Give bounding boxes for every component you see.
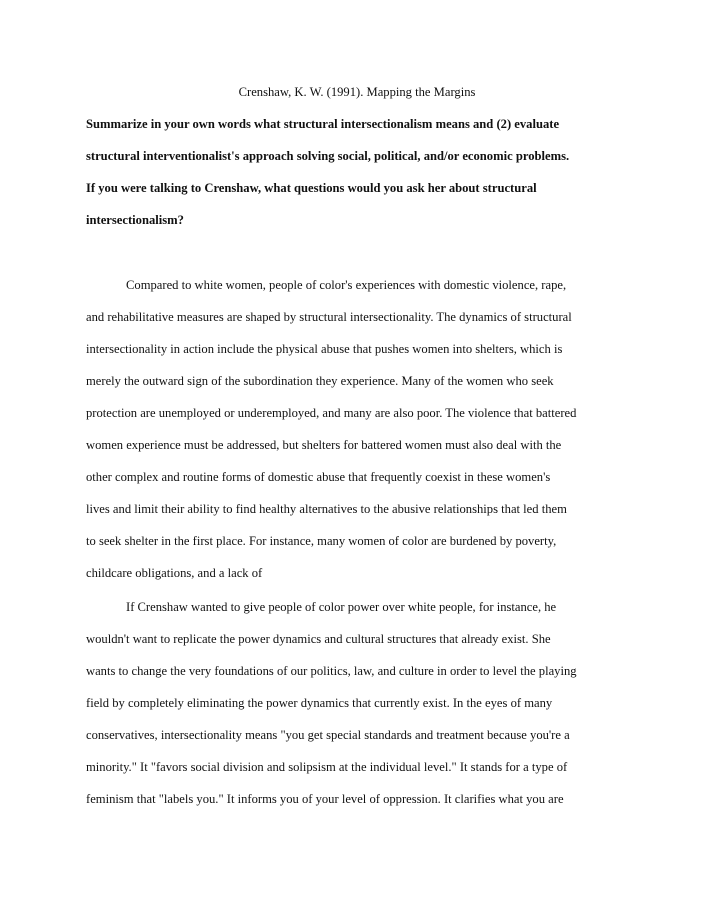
paragraph-line: Compared to white women, people of color's experiences with domestic violence, rape, bbox=[126, 278, 567, 292]
paragraph-line: to seek shelter in the first place. For instance, many women of color are burdened by poverty, bbox=[86, 534, 557, 548]
paragraph-line: feminism that "labels you." It informs you of your level of oppression. It clarifies what you are bbox=[86, 792, 564, 806]
paragraph-line: other complex and routine forms of domestic abuse that frequently coexist in these women's bbox=[86, 470, 551, 484]
paragraph-line: women experience must be addressed, but shelters for battered women must also deal with the bbox=[86, 438, 562, 452]
paragraph-line: wouldn't want to replicate the power dynamics and cultural structures that already exist. She bbox=[86, 632, 551, 646]
prompt-line: If you were talking to Crenshaw, what questions would you ask her about structural bbox=[86, 181, 537, 195]
paragraph-line: wants to change the very foundations of our politics, law, and culture in order to level the playing bbox=[86, 664, 577, 678]
paragraph-line: conservatives, intersectionality means "you get special standards and treatment because you're a bbox=[86, 728, 570, 742]
paragraph-line: If Crenshaw wanted to give people of color power over white people, for instance, he bbox=[126, 600, 557, 614]
document-title: Crenshaw, K. W. (1991). Mapping the Margins bbox=[238, 85, 476, 99]
paragraph-line: childcare obligations, and a lack of bbox=[86, 566, 263, 580]
prompt-line: structural interventionalist's approach solving social, political, and/or economic problems. bbox=[86, 149, 570, 163]
prompt-line: intersectionalism? bbox=[86, 213, 184, 227]
prompt-line: Summarize in your own words what structural intersectionalism means and (2) evaluate bbox=[86, 117, 560, 131]
paragraph-line: protection are unemployed or underemployed, and many are also poor. The violence that battered bbox=[86, 406, 577, 420]
paragraph-line: intersectionality in action include the physical abuse that pushes women into shelters, which is bbox=[86, 342, 563, 356]
paragraph-line: minority." It "favors social division and solipsism at the individual level." It stands for a type of bbox=[86, 760, 568, 774]
paragraph-line: field by completely eliminating the power dynamics that currently exist. In the eyes of many bbox=[86, 696, 553, 710]
paragraph-line: lives and limit their ability to find healthy alternatives to the abusive relationships that led them bbox=[86, 502, 567, 516]
paragraph-line: merely the outward sign of the subordination they experience. Many of the women who seek bbox=[86, 374, 554, 388]
paragraph-line: and rehabilitative measures are shaped by structural intersectionality. The dynamics of structural bbox=[86, 310, 572, 324]
